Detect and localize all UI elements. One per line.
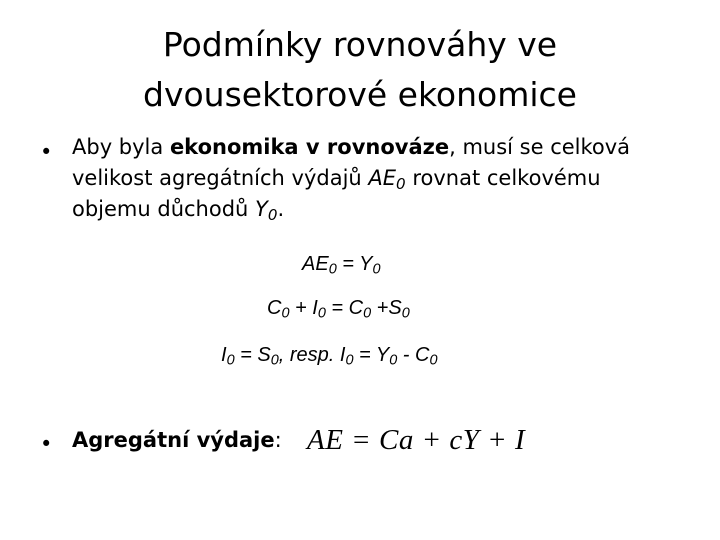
para-ae-var: AE [368,166,397,190]
para-y-var: Y [255,197,268,221]
equation-2: $C_0 + I_0 = C_0 +S_0$ [267,297,410,322]
equation-3: $I_0 = S_0$, resp. $I_0 = Y_0 - C_0$ [221,344,438,369]
aggregate-label-bold: Agregátní výdaje [72,428,275,452]
title-line-2: dvousektorové ekonomice [143,75,577,114]
para-text-1: Aby byla [72,135,170,159]
aggregate-formula: AE = Ca + cY + I [307,424,526,456]
bullet-marker: • [40,140,53,164]
para-ae-sub: 0 [396,174,406,193]
slide-title [0,20,720,120]
para-text-3: rovnat celkovému objemu důchodů [72,166,601,221]
equation-1: $AE_0 = Y_0$ [302,253,381,278]
para-end: . [277,197,285,221]
para-text-2: , musí se celková velikost agregátních výdajů [72,135,631,190]
para-y-sub: 0 [267,205,278,224]
aggregate-label [72,428,282,452]
bullet-marker-2: • [40,432,53,456]
aggregate-label-colon: : [274,428,282,452]
para-bold-term: ekonomika v rovnováze [169,135,450,159]
equilibrium-paragraph [72,132,682,225]
title-line-1: Podmínky rovnováhy ve [162,25,558,64]
